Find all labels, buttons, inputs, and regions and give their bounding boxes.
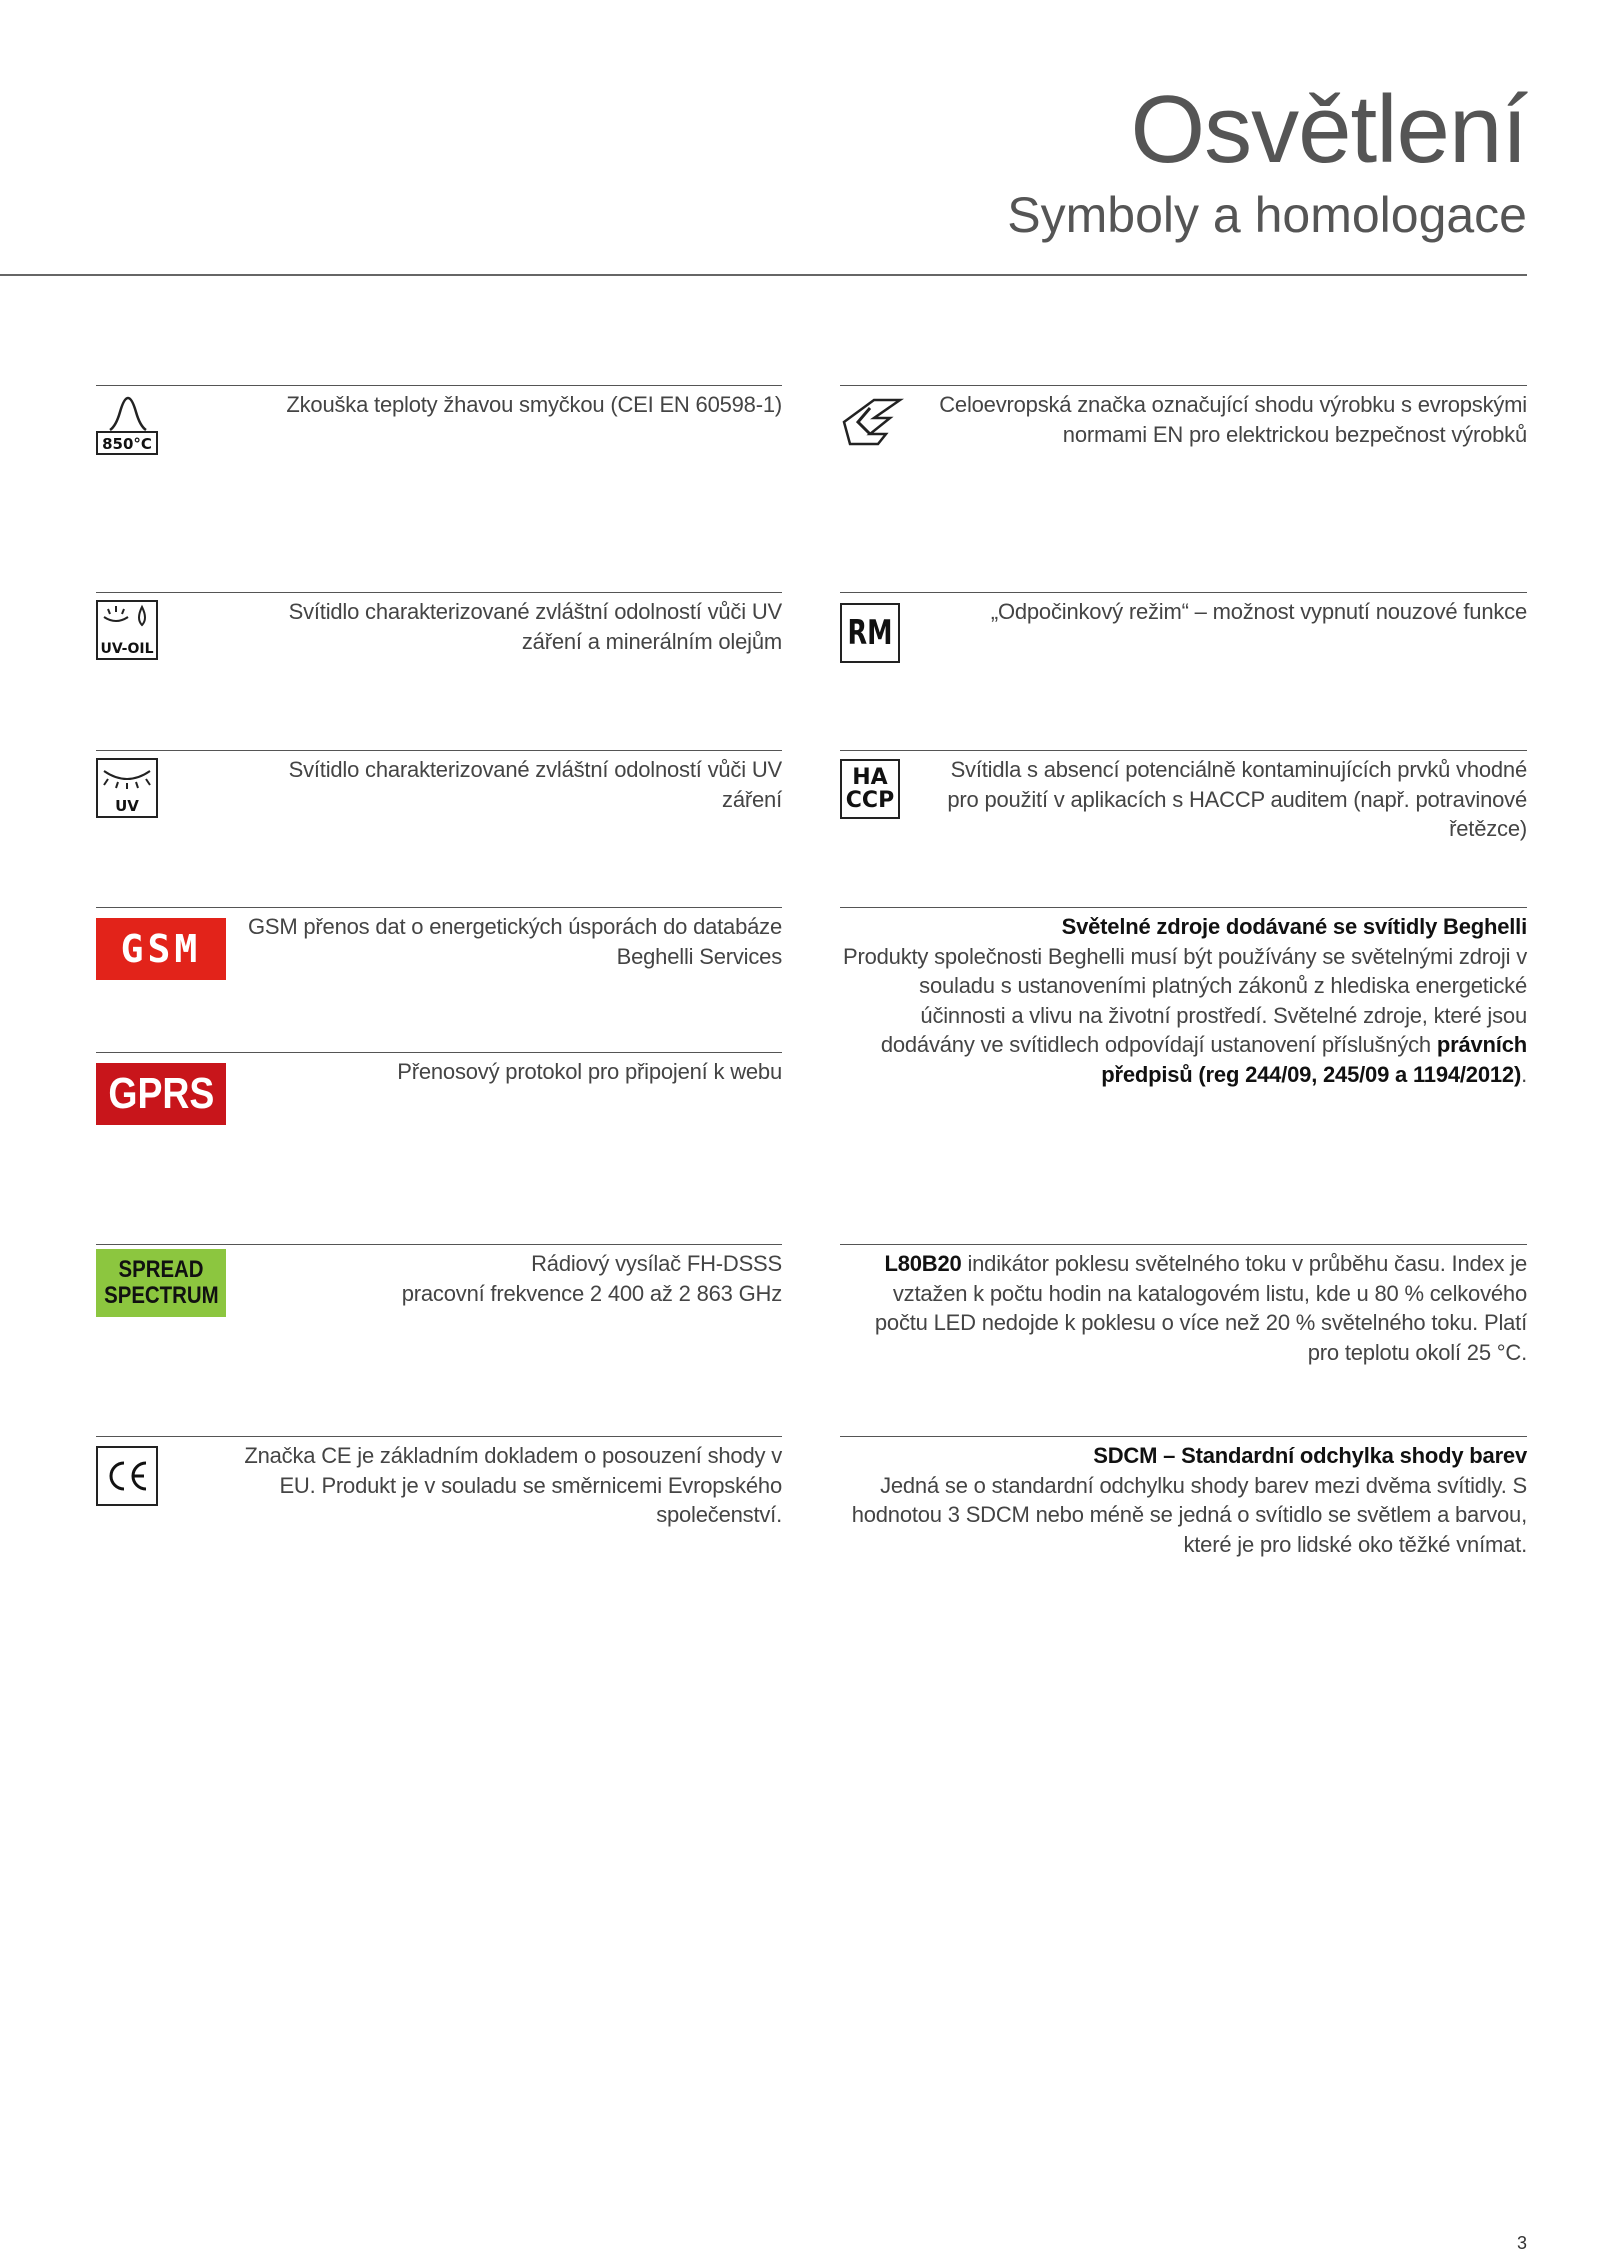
entry-heading: SDCM – Standardní odchylka shody barev xyxy=(1093,1443,1527,1468)
850-celsius-icon xyxy=(96,392,160,461)
haccp-icon: HA CCP xyxy=(840,759,900,819)
spread-spectrum-logo: SPREAD SPECTRUM xyxy=(96,1249,226,1317)
uv-icon xyxy=(96,757,160,826)
uv-oil-icon xyxy=(96,599,160,668)
entry-rm xyxy=(840,592,1527,653)
entry-text: Rádiový vysílač FH-DSSS pracovní frekvence 2 400 až 2 863 GHz xyxy=(401,1251,782,1306)
entry-heading: Světelné zdroje dodávané se svítidly Beghelli xyxy=(1061,914,1527,939)
entry-sdcm xyxy=(840,1436,1527,1559)
entry-text: Svítidlo charakterizované zvláštní odolností vůči UV záření xyxy=(288,757,782,812)
entry-light-sources xyxy=(840,907,1527,1089)
entry-gprs xyxy=(96,1052,782,1118)
page-number: 3 xyxy=(1516,2233,1527,2253)
ce-mark-icon xyxy=(96,1445,160,1514)
entry-gsm xyxy=(96,907,782,971)
entry-text: SDCM – Standardní odchylka shody barev Jedná se o standardní odchylku shody barev mezi dvěma svítidly. S hodnotou 3 SDCM nebo méně se jedná o svítidlo se světlem a barvou, které je pro lidské oko těžké vnímat. xyxy=(840,1441,1527,1559)
entry-text: „Odpočinkový režim“ – možnost vypnutí nouzové funkce xyxy=(990,599,1527,624)
entry-uv-oil xyxy=(96,592,782,656)
page-subtitle: Symboly a homologace xyxy=(1007,187,1527,243)
entry-text: Přenosový protokol pro připojení k webu xyxy=(397,1059,782,1084)
svg-text:850°C: 850°C xyxy=(102,435,152,453)
rm-icon: RM xyxy=(840,603,900,663)
entry-l80b20 xyxy=(840,1244,1527,1367)
entry-text: Značka CE je základním dokladem o posouzení shody v EU. Produkt je v souladu se směrnicemi Evropského společenství. xyxy=(244,1443,782,1527)
entry-enec xyxy=(840,385,1527,449)
enec-mark-icon xyxy=(840,392,904,457)
gsm-logo: GSM xyxy=(96,918,226,980)
entry-text: L80B20 indikátor poklesu světelného toku v průběhu času. Index je vztažen k počtu hodin na katalogovém listu, kde u 80 % celkového počtu LED nedojde k poklesu o více než 20 % světelného toku. Platí pro teplotu okolí 25 °C. xyxy=(874,1251,1527,1365)
entry-spread-spectrum xyxy=(96,1244,782,1308)
gprs-logo: GPRS xyxy=(96,1063,226,1125)
entry-haccp xyxy=(840,750,1527,844)
entry-uv xyxy=(96,750,782,814)
svg-text:UV-OIL: UV-OIL xyxy=(100,641,154,657)
svg-text:UV: UV xyxy=(115,797,139,815)
header-divider xyxy=(0,274,1527,276)
entry-text: Svítidla s absencí potenciálně kontaminujících prvků vhodné pro použití v aplikacích s HACCP auditem (např. potravinové řetězce) xyxy=(947,757,1527,841)
entry-850c xyxy=(96,385,782,453)
entry-text: Světelné zdroje dodávané se svítidly Beghelli Produkty společnosti Beghelli musí být používány se světelnými zdroji v souladu s ustanoveními platných zákonů z hlediska energetické účinnosti a vlivu na životní prostředí. Světelné zdroje, které jsou dodávány ve svítidlech odpovídají ustanovení příslušných právních předpisů (reg 244/09, 245/09 a 1194/2012). xyxy=(840,912,1527,1089)
entry-text: Svítidlo charakterizované zvláštní odolností vůči UV záření a minerálním olejům xyxy=(288,599,782,654)
entry-ce xyxy=(96,1436,782,1530)
page-title: Osvětlení xyxy=(1130,76,1527,183)
entry-text: Celoevropská značka označující shodu výrobku s evropskými normami EN pro elektrickou bezpečnost výrobků xyxy=(939,392,1527,447)
entry-text: Zkouška teploty žhavou smyčkou (CEI EN 60598-1) xyxy=(286,392,782,417)
entry-text: GSM přenos dat o energetických úsporách do databáze Beghelli Services xyxy=(247,914,782,969)
